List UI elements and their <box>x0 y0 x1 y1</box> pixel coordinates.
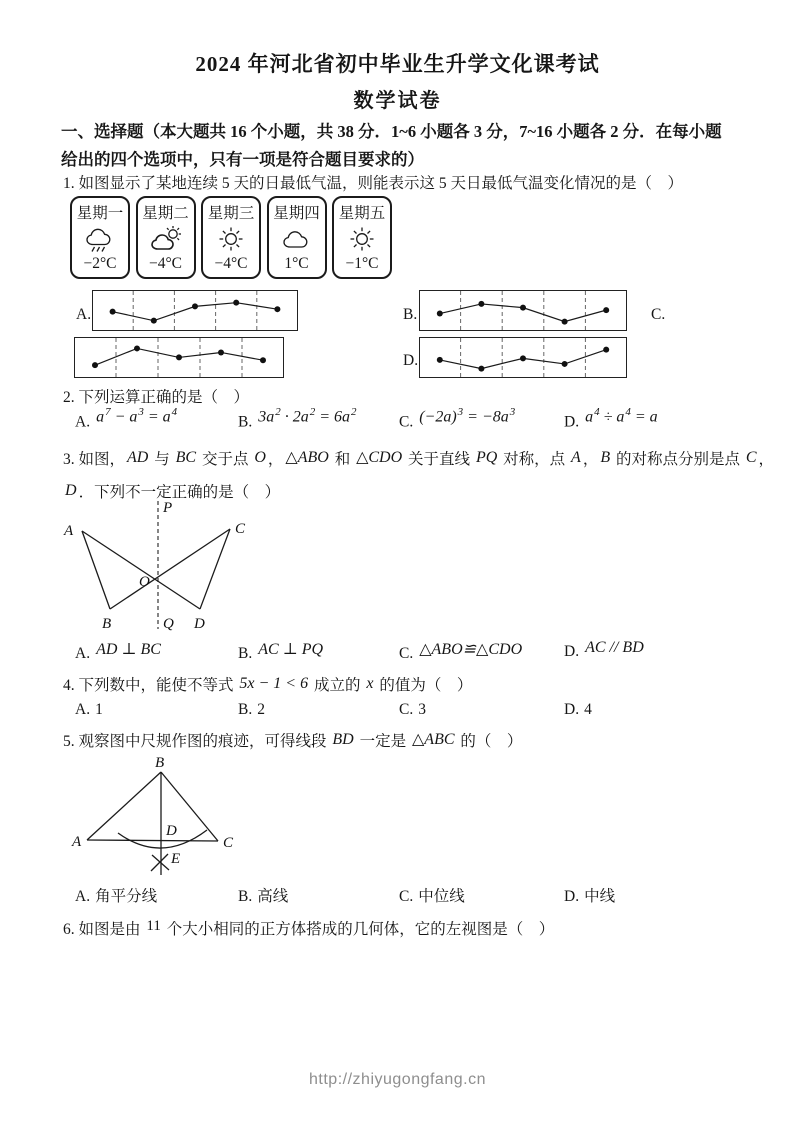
rain-cloud-icon <box>82 224 118 254</box>
q3-label-p: P <box>163 500 173 516</box>
weather-temp: −4°C <box>214 255 248 272</box>
q5-label-a: A <box>72 834 82 850</box>
q4-option-a: A. 1 <box>75 701 103 718</box>
q3-figure <box>60 497 260 637</box>
weather-day-label: 星期二 <box>142 205 189 222</box>
option-chart-a <box>92 290 298 331</box>
weather-temp: −4°C <box>148 255 183 272</box>
option-label-d: D. <box>403 352 419 369</box>
q5-option-a: A. 角平分线 <box>75 888 158 905</box>
q4-option-d: D. 4 <box>564 701 592 718</box>
question-3-stem-line1: 3. 如图， AD 与 BC 交于点 O ， △ABO 和 △CDO 关于直线 PQ 对称，点 A ， B 的对称点分别是点 C ， <box>63 449 775 468</box>
weather-card-monday <box>70 196 130 279</box>
sun-icon <box>344 224 380 254</box>
q3-option-c: C. △ABO≌△CDO <box>399 641 523 662</box>
weather-temp: −2°C <box>83 255 117 272</box>
weather-card-friday <box>332 196 392 279</box>
q2-option-a: A. $a^7 - a^3 = a^4$ <box>75 406 178 431</box>
question-2-stem: 2. 下列运算正确的是（ ） <box>63 389 250 406</box>
q5-option-d: D. 中线 <box>564 888 616 905</box>
weather-card-wednesday <box>201 196 261 279</box>
question-4-stem: 4. 下列数中，能使不等式 5x − 1 < 6 成立的 x 的值为（ ） <box>63 675 473 694</box>
q5-label-e: E <box>171 851 181 867</box>
weather-temp: 1°C <box>284 255 309 272</box>
q2-option-b: B. $3a^2 \cdot 2a^2 = 6a^2$ <box>238 406 357 431</box>
section-header-line2: 给出的四个选项中，只有一项是符合题目要求的） <box>61 150 424 169</box>
page-subtitle: 数学试卷 <box>353 90 442 112</box>
q5-option-b: B. 高线 <box>238 888 289 905</box>
q3-label-a: A <box>64 523 74 539</box>
weather-card-tuesday <box>136 196 196 279</box>
option-label-b: B. <box>403 306 418 323</box>
weather-card-thursday <box>267 196 327 279</box>
q3-label-b: B <box>102 616 112 632</box>
q3-option-d: D. AC // BD <box>564 639 644 660</box>
question-3-stem-line2: D ．下列不一定正确的是（ ） <box>65 482 281 501</box>
weather-day-label: 星期三 <box>207 205 255 222</box>
q3-label-c: C <box>235 521 246 537</box>
question-6-stem: 6. 如图是由 11 个大小相同的正方体搭成的几何体，它的左视图是（ ） <box>63 918 555 938</box>
q5-options <box>0 884 795 920</box>
q5-figure <box>68 756 253 886</box>
q3-label-q: Q <box>163 616 174 632</box>
weather-day-label: 星期一 <box>76 205 124 222</box>
page-title: 2024 年河北省初中毕业生升学文化课考试 <box>195 52 600 76</box>
q5-label-d: D <box>166 823 177 839</box>
question-5-stem: 5. 观察图中尺规作图的痕迹，可得线段 BD 一定是 △ABC 的（ ） <box>63 731 523 750</box>
q5-label-b: B <box>155 756 165 771</box>
q3-option-a: A. AD ⊥ BC <box>75 641 161 662</box>
q2-option-c: C. $(-2a)^3 = -8a^3$ <box>399 406 516 431</box>
option-chart-d <box>419 337 627 378</box>
q2-options <box>0 406 795 447</box>
weather-day-label: 星期五 <box>338 205 386 222</box>
weather-temp: −1°C <box>345 255 379 272</box>
q2-option-d: D. $a^4 \div a^4 = a$ <box>564 406 658 431</box>
q4-option-b: B. 2 <box>238 701 265 718</box>
section-header-line1: 一、选择题（本大题共 16 个小题，共 38 分．1~6 小题各 3 分，7~16 小题各 2 分．在每小题 <box>61 122 722 141</box>
weather-day-label: 星期四 <box>273 205 320 222</box>
weather-forecast-table <box>70 196 392 279</box>
sun-behind-cloud-icon <box>148 224 184 254</box>
option-label-c: C. <box>651 306 666 323</box>
option-label-a: A. <box>76 306 92 323</box>
sun-icon <box>213 224 249 254</box>
q3-label-d: D <box>194 616 205 632</box>
q3-option-b: B. AC ⊥ PQ <box>238 641 324 662</box>
q5-option-c: C. 中位线 <box>399 888 465 905</box>
option-chart-b <box>419 290 627 331</box>
q5-label-c: C <box>223 835 234 851</box>
q3-label-o: O <box>139 574 150 590</box>
cloud-icon <box>279 224 315 254</box>
option-chart-c <box>74 337 284 378</box>
watermark-url: http://zhiyugongfang.cn <box>309 1071 486 1088</box>
q4-option-c: C. 3 <box>399 701 426 718</box>
question-1-stem: 1. 如图显示了某地连续 5 天的日最低气温，则能表示这 5 天日最低气温变化情况的是（ ） <box>63 175 684 192</box>
